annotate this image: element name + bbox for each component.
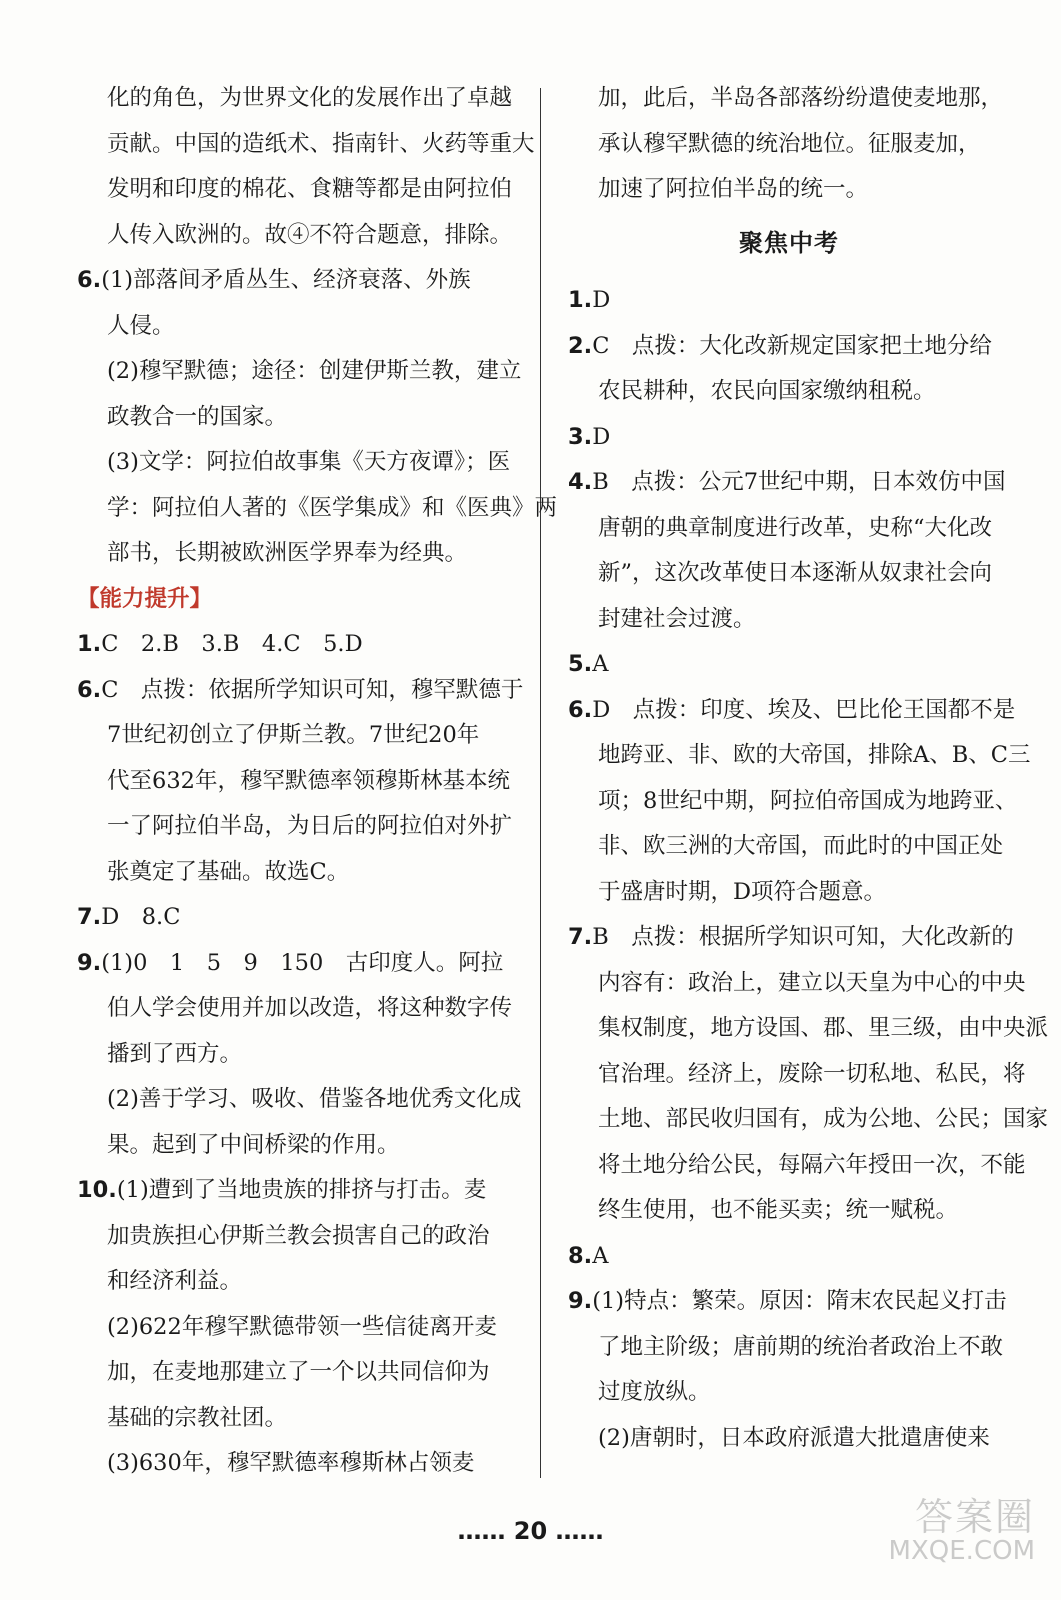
text-line: 项；8世纪中期，阿拉伯帝国成为地跨亚、 (598, 787, 1018, 814)
answer-7: 7.B 点拨：根据所学知识可知，大化改新的 (568, 924, 1014, 950)
text-line: 地跨亚、非、欧的大帝国，排除A、B、C三 (598, 742, 1031, 768)
text-line: 加速了阿拉伯半岛的统一。 (598, 176, 869, 202)
text-line: (2)穆罕默德；途径：创建伊斯兰教，建立 (107, 358, 522, 384)
text-line: 代至632年，穆罕默德率领穆斯林基本统 (107, 767, 510, 794)
text-line: 部书，长期被欧洲医学界奉为经典。 (107, 540, 468, 566)
right-column (568, 76, 1049, 1461)
section-heading-ability: 【能力提升】 (77, 585, 213, 612)
text-line: 农民耕种，农民向国家缴纳租税。 (598, 378, 936, 404)
answer-4: 4.B 点拨：公元7世纪中期，日本效仿中国 (568, 469, 1006, 495)
text-line: 加，在麦地那建立了一个以共同信仰为 (107, 1359, 490, 1385)
question-6: 6.(1)部落间矛盾丛生、经济衰落、外族 (77, 267, 471, 293)
question-number: 6. (77, 267, 102, 293)
text-line: 基础的宗教社团。 (107, 1404, 288, 1431)
answers-1-5: 1.C 2.B 3.B 4.C 5.D (77, 631, 363, 657)
text-line: (2)唐朝时，日本政府派遣大批遣唐使来 (598, 1424, 990, 1451)
text-line: 贡献。中国的造纸术、指南针、火药等重大 (107, 130, 535, 157)
text-line: 7世纪初创立了伊斯兰教。7世纪20年 (107, 722, 480, 748)
text-line: (2)622年穆罕默德带领一些信徒离开麦 (107, 1313, 497, 1340)
text-line: 新”，这次改革使日本逐渐从奴隶社会向 (598, 560, 993, 586)
question-10: 10.(1)遭到了当地贵族的排挤与打击。麦 (77, 1177, 487, 1203)
text-line: 播到了西方。 (107, 1040, 243, 1067)
text-line: 承认穆罕默德的统治地位。征服麦加， (598, 130, 981, 157)
text-line: 于盛唐时期，D项符合题意。 (598, 878, 887, 905)
text-line: 化的角色，为世界文化的发展作出了卓越 (107, 85, 513, 111)
text-line: 内容有：政治上，建立以天皇为中心的中央 (598, 969, 1026, 996)
text-line: 学：阿拉伯人著的《医学集成》和《医典》两 (107, 494, 558, 521)
watermark-top: 答案圈 (914, 1495, 1035, 1539)
text-line: 封建社会过渡。 (598, 605, 756, 632)
text-line: 土地、部民收归国有，成为公地、公民；国家 (598, 1106, 1049, 1132)
column-divider (540, 88, 541, 1478)
text-line: 人侵。 (107, 312, 175, 339)
page-number: …… 20 …… (457, 1517, 604, 1545)
answer-8: 8.A (568, 1242, 609, 1269)
text-line: 加，此后，半岛各部落纷纷遣使麦地那， (598, 85, 1004, 111)
answer-9: 9.(1)特点：繁荣。原因：隋末农民起义打击 (568, 1288, 1007, 1314)
text-line: 一了阿拉伯半岛，为日后的阿拉伯对外扩 (107, 813, 513, 839)
answer-2: 2.C 点拨：大化改新规定国家把土地分给 (568, 332, 992, 359)
text-line: 非、欧三洲的大帝国，而此时的中国正处 (598, 833, 1004, 859)
text-line: (2)善于学习、吸收、借鉴各地优秀文化成 (107, 1086, 522, 1112)
text-line: 伯人学会使用并加以改造，将这种数字传 (107, 995, 513, 1021)
answer-3: 3.D (568, 423, 611, 450)
watermark-logo (830, 1495, 1035, 1590)
text-line: 过度放纵。 (598, 1379, 711, 1405)
text-line: 了地主阶级；唐前期的统治者政治上不敢 (598, 1333, 1004, 1360)
text-line: 唐朝的典章制度进行改革，史称“大化改 (598, 514, 993, 541)
answer-5: 5.A (568, 651, 609, 677)
text-line: 张奠定了基础。故选C。 (107, 858, 350, 885)
answers-7-8: 7.D 8.C (77, 904, 181, 930)
answer-6: 6.D 点拨：印度、埃及、巴比伦王国都不是 (568, 696, 1016, 723)
question-6b: 6.C 点拨：依据所学知识可知，穆罕默德于 (77, 676, 524, 703)
text-line: 和经济利益。 (107, 1268, 243, 1294)
text-line: (3)630年，穆罕默德率穆斯林占领麦 (107, 1450, 475, 1476)
text-line: 将土地分给公民，每隔六年授田一次，不能 (598, 1151, 1026, 1178)
text-line: 官治理。经济上，废除一切私地、私民，将 (598, 1060, 1026, 1087)
answer-1: 1.D (568, 287, 611, 313)
text-line: 发明和印度的棉花、食糖等都是由阿拉伯 (107, 176, 513, 202)
text-line: 集权制度，地方设国、郡、里三级，由中央派 (598, 1015, 1049, 1041)
text-line: 人传入欧洲的。故④不符合题意，排除。 (107, 221, 513, 248)
text-line: 终生使用，也不能买卖；统一赋税。 (598, 1197, 959, 1223)
section-title-focus: 聚焦中考 (739, 228, 839, 257)
question-9: 9.(1)0 1 5 9 150 古印度人。阿拉 (77, 949, 504, 976)
text-line: 政教合一的国家。 (107, 403, 288, 430)
watermark-bottom: MXQE.COM (888, 1536, 1035, 1566)
text-line: 果。起到了中间桥梁的作用。 (107, 1131, 400, 1158)
text-line: (3)文学：阿拉伯故事集《天方夜谭》；医 (107, 449, 511, 475)
text-line: 加贵族担心伊斯兰教会损害自己的政治 (107, 1222, 490, 1249)
left-column (77, 76, 558, 1487)
